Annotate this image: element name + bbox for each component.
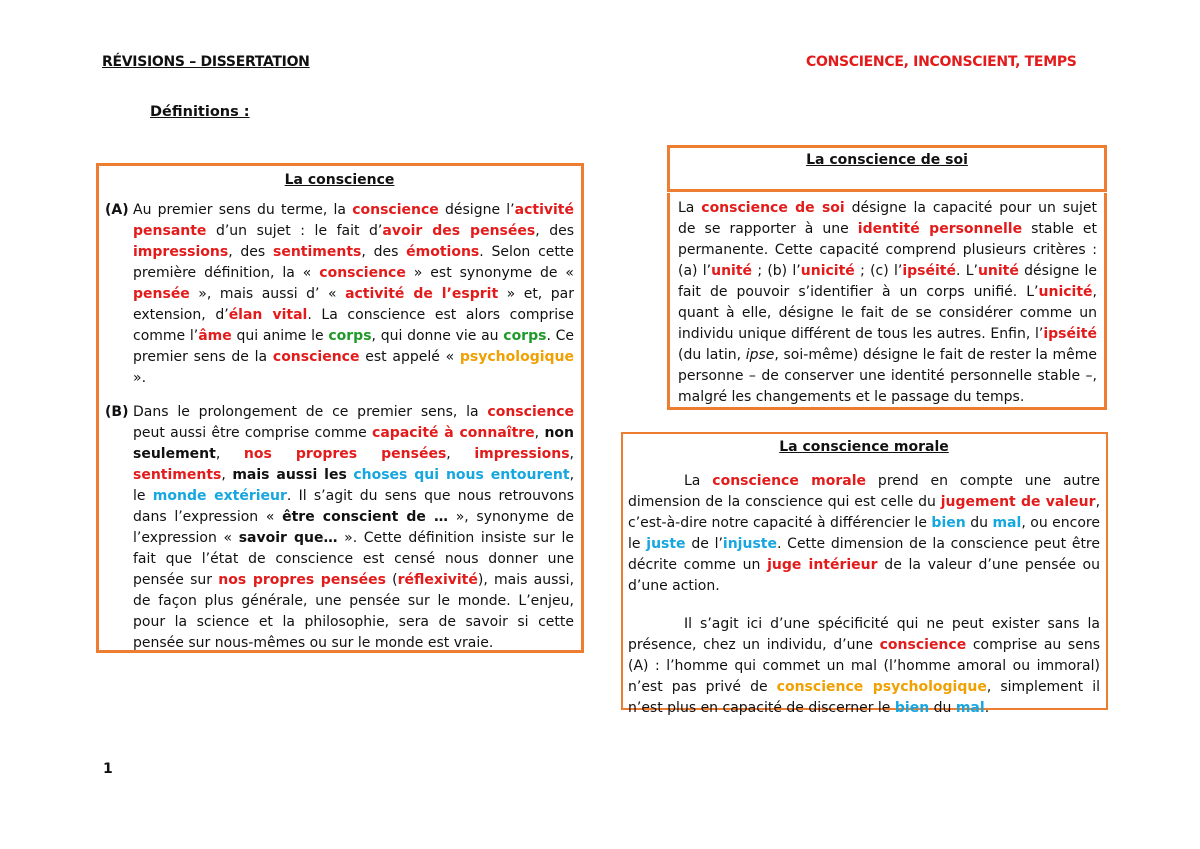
conscience-de-soi-box [667, 193, 1107, 410]
page-number: 1 [103, 761, 113, 777]
conscience-item-b [105, 402, 574, 654]
conscience-morale-paragraph-2: Il s’agit ici d’une spécificité qui ne peut exister sans la présence, chez un individu, d’une conscience comprise au sens (A) : l’homme qui commet un mal (l’homme amoral ou immoral) n’est pas privé de conscience psychologique, simplement il n’est plus en capacité de discerner le bien du mal. [628, 616, 1101, 716]
conscience-box-title: La conscience [284, 172, 395, 188]
conscience-box [96, 163, 584, 653]
conscience-de-soi-title-box [667, 145, 1107, 192]
item-a-text: Au premier sens du terme, la conscience désigne l’activité pensante d’un sujet : le fait d’avoir des pensées, des impressions, des sentiments, des émotions. Selon cette première définition, la « conscience » est synonyme de « pensée », mais aussi d’ « activité de l’esprit » et, par extension, d’élan vital. La conscience est alors comprise comme l’âme qui anime le corps, qui donne vie au corps. Ce premier sens de la conscience est appelé « psychologique ». [133, 202, 575, 386]
item-b-marker: (B) [105, 404, 129, 420]
conscience-morale-box [621, 432, 1108, 716]
header-left-title: RÉVISIONS – DISSERTATION [102, 54, 310, 70]
definitions-heading: Définitions : [150, 104, 250, 120]
header-right-title: CONSCIENCE, INCONSCIENT, TEMPS [806, 54, 1077, 70]
item-a-marker: (A) [105, 202, 129, 218]
item-b-text: Dans le prolongement de ce premier sens, la conscience peut aussi être comprise comme capacité à connaître, non seulement, nos propres pensées, impressions, sentiments, mais aussi les choses qui nous entourent, le monde extérieur. Il s’agit du sens que nous retrouvons dans l’expression « être conscient de … », synonyme de l’expression « savoir que… ». Cette définition insiste sur le fait que l’état de conscience est censé nous donner une pensée sur nos propres pensées (réflexivité), mais aussi, de façon plus générale, une pensée sur le monde. L’enjeu, pour la science et la philosophie, sera de savoir si cette pensée sur nous-mêmes ou sur le monde est vraie. [133, 404, 575, 651]
conscience-morale-title: La conscience morale [779, 439, 949, 455]
conscience-de-soi-title: La conscience de soi [806, 152, 968, 168]
conscience-item-a [105, 200, 574, 389]
conscience-morale-paragraph-1: La conscience morale prend en compte une autre dimension de la conscience qui est celle du jugement de valeur, c’est-à-dire notre capacité à différencier le bien du mal, ou encore le juste de l’injuste. Cette dimension de la conscience peut être décrite comme un juge intérieur de la valeur d’une pensée ou d’une action. [628, 473, 1101, 594]
conscience-de-soi-text: La conscience de soi désigne la capacité pour un sujet de se rapporter à une identité personnelle stable et permanente. Cette capacité comprend plusieurs critères : (a) l’unité ; (b) l’unicité ; (c) l’ipséité. L’unité désigne le fait de pouvoir s’identifier à un corps unifié. L’unicité, quant à elle, désigne le fait de se considérer comme un individu unique différent de tous les autres. Enfin, l’ipséité (du latin, ipse, soi-même) désigne le fait de rester la même personne – de conserver une identité personnelle stable –, malgré les changements et le passage du temps. [678, 200, 1098, 405]
